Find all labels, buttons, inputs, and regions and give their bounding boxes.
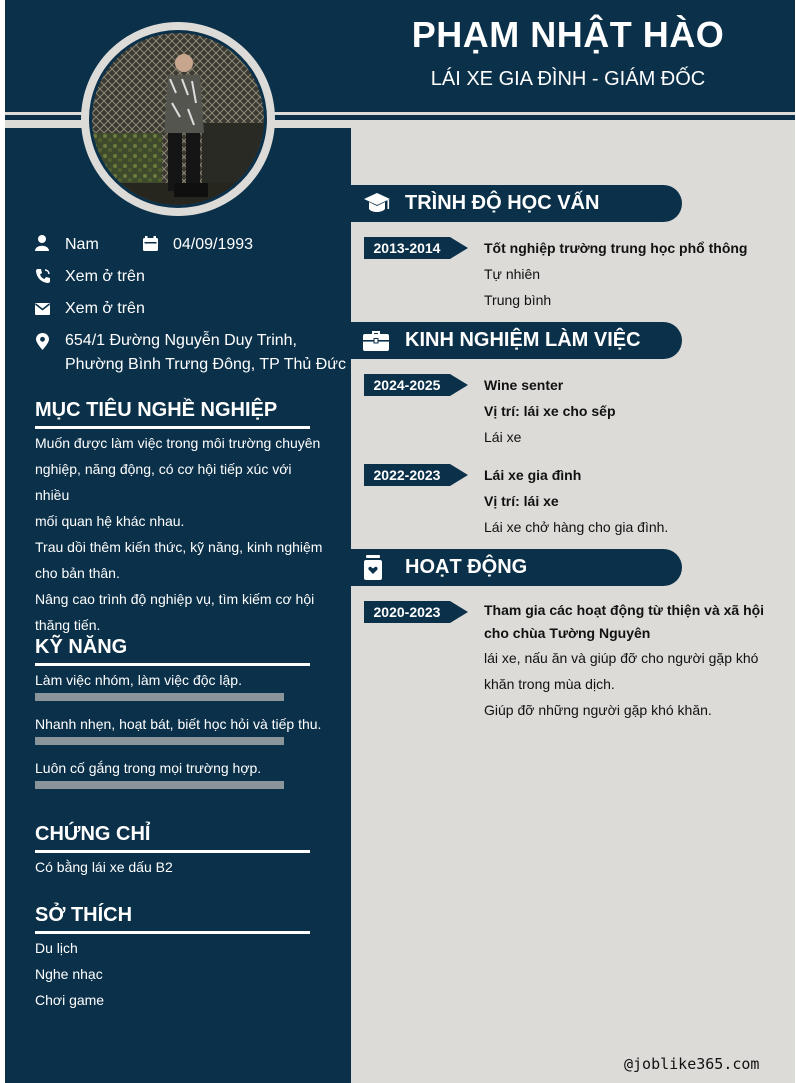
objective-heading: MỤC TIÊU NGHỀ NGHIỆP	[35, 399, 278, 421]
hobbies-heading: SỞ THÍCH	[35, 904, 133, 926]
experience-entry	[484, 372, 765, 450]
period-label: 2024-2025	[373, 377, 441, 393]
calendar-icon	[143, 236, 158, 256]
skills-heading: KỸ NĂNG	[35, 636, 128, 658]
entry-heading: Lái xe gia đình	[484, 467, 582, 483]
location-icon	[36, 333, 49, 355]
skill-label: Nhanh nhẹn, hoạt bát, biết học hỏi và tiếp thu.	[35, 716, 322, 732]
briefcase-icon	[363, 328, 389, 357]
entry-heading: Tốt nghiệp trường trung học phổ thông	[484, 240, 748, 256]
skill-label: Luôn cố gắng trong mọi trường hợp.	[35, 760, 262, 776]
email-value: Xem ở trên	[65, 300, 145, 317]
person-icon	[35, 234, 49, 257]
cv-page	[5, 0, 795, 1083]
skills-rule	[35, 663, 310, 666]
birthday-value: 04/09/1993	[173, 236, 254, 253]
phone-icon	[35, 268, 51, 289]
skill-bar	[35, 693, 284, 701]
entry-line: Trung bình	[484, 292, 552, 308]
entry-line: Lái xe chở hàng cho gia đình.	[484, 519, 669, 535]
entry-line: Giúp đỡ những người gặp khó khăn.	[484, 702, 712, 718]
experience-heading: KINH NGHIỆM LÀM VIỆC	[405, 329, 641, 351]
entry-heading: Wine senter	[484, 377, 564, 393]
hobbies-list	[35, 935, 325, 1013]
watermark: @joblike365.com	[624, 1055, 760, 1073]
objective-line: Trau dồi thêm kiến thức, kỹ năng, kinh nghiệm	[35, 539, 323, 555]
certificates-rule	[35, 850, 310, 853]
graduation-cap-icon	[363, 192, 391, 221]
objective-line: cho bản thân.	[35, 565, 120, 581]
objective-line: Muốn được làm việc trong môi trường chuyên	[35, 435, 321, 451]
candidate-name: PHẠM NHẬT HÀO	[411, 14, 725, 55]
hobbies-rule	[35, 931, 310, 934]
hobby-item: Du lịch	[35, 940, 78, 956]
skill-label: Làm việc nhóm, làm việc độc lập.	[35, 672, 242, 688]
entry-position: Vị trí: lái xe	[484, 493, 559, 509]
experience-entry	[484, 462, 765, 540]
hobby-item: Chơi game	[35, 992, 105, 1008]
objective-line: thăng tiến.	[35, 617, 101, 633]
email-icon	[35, 302, 50, 320]
skill-bar	[35, 781, 284, 789]
entry-heading-cont: cho chùa Tường Nguyên	[484, 625, 651, 641]
education-entry	[484, 235, 765, 313]
entry-line: Tự nhiên	[484, 266, 541, 282]
address-line2: Phường Bình Trưng Đông, TP Thủ Đức	[65, 356, 346, 373]
activity-entry	[484, 599, 765, 723]
education-heading: TRÌNH ĐỘ HỌC VẤN	[405, 192, 600, 214]
address-line1: 654/1 Đường Nguyễn Duy Trinh,	[65, 332, 297, 349]
charity-jar-icon	[364, 555, 382, 586]
period-label: 2020-2023	[373, 604, 441, 620]
objective-rule	[35, 426, 310, 429]
candidate-title: LÁI XE GIA ĐÌNH - GIÁM ĐỐC	[430, 68, 706, 90]
period-label: 2013-2014	[373, 240, 441, 256]
activities-heading: HOẠT ĐỘNG	[405, 556, 528, 578]
entry-line: Lái xe	[484, 429, 522, 445]
entry-line: khăn trong mùa dịch.	[484, 676, 615, 692]
objective-line: Nâng cao trình độ nghiệp vụ, tìm kiếm cơ hội	[35, 591, 315, 607]
objective-line: nghiệp, năng động, có cơ hội tiếp xúc với nhiều	[35, 461, 292, 503]
phone-value: Xem ở trên	[65, 268, 145, 285]
objective-line: mối quan hệ khác nhau.	[35, 513, 185, 529]
certificate-item: Có bằng lái xe dấu B2	[35, 859, 173, 875]
entry-position: Vị trí: lái xe cho sếp	[484, 403, 616, 419]
objective-text	[35, 430, 325, 638]
skill-bar	[35, 737, 284, 745]
gender-value: Nam	[65, 236, 99, 253]
hobby-item: Nghe nhạc	[35, 966, 103, 982]
entry-line: lái xe, nấu ăn và giúp đỡ cho người gặp khó	[484, 650, 759, 666]
period-label: 2022-2023	[373, 467, 441, 483]
entry-heading: Tham gia các hoạt động từ thiện và xã hội	[484, 602, 765, 618]
certificates-heading: CHỨNG CHỈ	[35, 823, 151, 845]
avatar	[92, 33, 264, 205]
